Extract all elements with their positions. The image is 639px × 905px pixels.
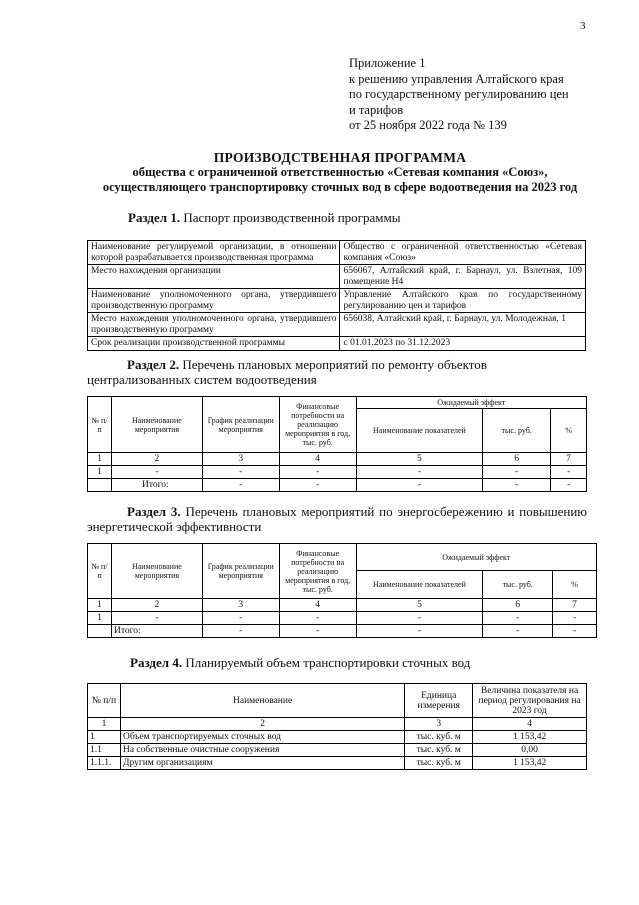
col-header-name: Наименование мероприятия xyxy=(111,397,202,453)
section-2-title: Перечень плановых мероприятий по ремонту объектов централизованных систем водоотведения xyxy=(87,357,487,387)
section-2-heading xyxy=(87,357,587,387)
row-unit: тыс. куб. м xyxy=(405,744,473,757)
col-number: 4 xyxy=(279,453,356,466)
title-line-1: ПРОИЗВОДСТВЕННАЯ ПРОГРАММА xyxy=(213,150,467,165)
passport-name: Срок реализации производственной программы xyxy=(88,337,340,351)
col-number: 4 xyxy=(279,599,356,612)
table-cell: - xyxy=(279,479,356,492)
row-unit: тыс. куб. м xyxy=(405,731,473,744)
total-row xyxy=(88,479,587,492)
col-number: 7 xyxy=(551,453,587,466)
table-row xyxy=(88,337,586,351)
section-2-label: Раздел 2. xyxy=(127,357,180,372)
table-header-row xyxy=(88,544,597,571)
total-label: Итого: xyxy=(111,625,202,638)
table-header-row xyxy=(88,684,587,718)
row-name: Другим организациям xyxy=(120,757,404,770)
column-number-row xyxy=(88,718,587,731)
table-row xyxy=(88,612,597,625)
col-header-pct: % xyxy=(551,409,587,453)
row-number: 1 xyxy=(88,731,121,744)
row-name: На собственные очистные сооружения xyxy=(120,744,404,757)
row-name: Объем транспортируемых сточных вод xyxy=(120,731,404,744)
table-header-row xyxy=(88,397,587,409)
col-header-name: Наименование xyxy=(120,684,404,718)
col-number: 6 xyxy=(483,599,553,612)
passport-value: Управление Алтайского края по государственному регулированию цен и тарифов xyxy=(340,289,586,313)
row-number: 1.1 xyxy=(88,744,121,757)
passport-name: Наименование уполномоченного органа, утвердившего производственную программу xyxy=(88,289,340,313)
section-4-label: Раздел 4. xyxy=(130,655,183,670)
col-number: 4 xyxy=(473,718,587,731)
table-row xyxy=(88,466,587,479)
section-1-label: Раздел 1. xyxy=(128,210,181,225)
section-4-title: Планируемый объем транспортировки сточных вод xyxy=(185,655,471,670)
section-3-heading xyxy=(87,504,587,534)
col-header-finance: Финансовые потребности на реализацию мероприятия в год, тыс. руб. xyxy=(279,397,356,453)
appendix-line: к решению управления Алтайского края xyxy=(349,71,564,86)
row-value: 0,00 xyxy=(473,744,587,757)
table-row xyxy=(88,289,586,313)
table-row xyxy=(88,744,587,757)
table-cell xyxy=(88,479,112,492)
wastewater-volume-table xyxy=(87,683,587,770)
passport-value: с 01.01.2023 по 31.12.2023 xyxy=(340,337,586,351)
table-cell: 1 xyxy=(88,612,112,625)
page-number: 3 xyxy=(580,20,586,32)
col-header-value: Величина показателя на период регулирования на 2023 год xyxy=(473,684,587,718)
passport-value: Общество с ограниченной ответственностью «Сетевая компания «Союз» xyxy=(340,241,586,265)
table-cell: - xyxy=(483,466,551,479)
passport-name: Место нахождения организации xyxy=(88,265,340,289)
passport-value: 656038, Алтайский край, г. Барнаул, ул. Молодежная, 1 xyxy=(340,313,586,337)
section-1-heading xyxy=(128,210,400,225)
col-number: 3 xyxy=(405,718,473,731)
table-cell: - xyxy=(111,466,202,479)
col-number: 2 xyxy=(111,599,202,612)
document-title xyxy=(60,150,620,195)
col-header-effect: Ожидаемый эффект xyxy=(356,544,596,571)
title-line-2: общества с ограниченной ответственностью «Сетевая компания «Союз», xyxy=(132,165,548,179)
title-line-3: осуществляющего транспортировку сточных вод в сфере водоотведения на 2023 год xyxy=(102,180,578,194)
col-header-effect: Ожидаемый эффект xyxy=(356,397,586,409)
table-row xyxy=(88,241,586,265)
table-cell: - xyxy=(483,625,553,638)
energy-measures-table xyxy=(87,543,597,638)
col-number: 6 xyxy=(483,453,551,466)
col-header-num: № п/п xyxy=(88,397,112,453)
table-cell: - xyxy=(483,612,553,625)
appendix-line: от 25 ноября 2022 года № 139 xyxy=(349,118,507,132)
appendix-line: и тарифов xyxy=(349,102,404,117)
table-cell: - xyxy=(483,479,551,492)
table-cell: - xyxy=(356,466,483,479)
col-number: 1 xyxy=(88,718,121,731)
col-number: 7 xyxy=(553,599,597,612)
col-number: 2 xyxy=(120,718,404,731)
col-header-pct: % xyxy=(553,571,597,599)
appendix-line: Приложение 1 xyxy=(349,56,426,70)
table-cell: - xyxy=(202,466,279,479)
table-cell: - xyxy=(553,612,597,625)
table-cell: - xyxy=(279,466,356,479)
section-1-title: Паспорт производственной программы xyxy=(183,210,401,225)
row-value: 1 153,42 xyxy=(473,757,587,770)
section-4-heading xyxy=(130,655,470,670)
col-header-finance: Финансовые потребности на реализацию мероприятия в год, тыс. руб. xyxy=(279,544,356,599)
passport-name: Место нахождения уполномоченного органа, утвердившего производственную программу xyxy=(88,313,340,337)
total-label: Итого: xyxy=(111,479,202,492)
row-value: 1 153,42 xyxy=(473,731,587,744)
col-number: 3 xyxy=(202,599,279,612)
col-number: 5 xyxy=(356,453,483,466)
column-number-row xyxy=(88,599,597,612)
table-cell: - xyxy=(356,625,483,638)
table-cell xyxy=(88,625,112,638)
row-unit: тыс. куб. м xyxy=(405,757,473,770)
col-header-indicator: Наименование показателей xyxy=(356,409,483,453)
appendix-line: по государственному регулированию цен xyxy=(349,87,569,101)
passport-value: 656067, Алтайский край, г. Барнаул, ул. Взлетная, 109 помещение Н4 xyxy=(340,265,586,289)
table-cell: - xyxy=(356,612,483,625)
passport-table xyxy=(87,240,586,351)
passport-name: Наименование регулируемой организации, в отношении которой разрабатывается производственная программа xyxy=(88,241,340,265)
table-cell: - xyxy=(111,612,202,625)
table-cell: - xyxy=(202,625,279,638)
section-3-title: Перечень плановых мероприятий по энергосбережению и повышению энергетической эффективности xyxy=(87,504,587,534)
col-number: 5 xyxy=(356,599,483,612)
col-number: 1 xyxy=(88,599,112,612)
row-number: 1.1.1. xyxy=(88,757,121,770)
col-number: 3 xyxy=(202,453,279,466)
table-cell: - xyxy=(551,466,587,479)
table-cell: 1 xyxy=(88,466,112,479)
col-header-rub: тыс. руб. xyxy=(483,571,553,599)
total-row xyxy=(88,625,597,638)
col-header-name: Наименование мероприятия xyxy=(111,544,202,599)
table-row xyxy=(88,265,586,289)
table-cell: - xyxy=(553,625,597,638)
table-cell: - xyxy=(202,479,279,492)
table-cell: - xyxy=(202,612,279,625)
section-3-label: Раздел 3. xyxy=(127,504,181,519)
col-header-rub: тыс. руб. xyxy=(483,409,551,453)
col-header-num: № п/п xyxy=(88,684,121,718)
table-row xyxy=(88,757,587,770)
col-header-unit: Единица измерения xyxy=(405,684,473,718)
col-header-schedule: График реализации мероприятия xyxy=(202,397,279,453)
col-header-num: № п/п xyxy=(88,544,112,599)
table-cell: - xyxy=(279,612,356,625)
table-row xyxy=(88,731,587,744)
table-cell: - xyxy=(279,625,356,638)
col-number: 1 xyxy=(88,453,112,466)
table-cell: - xyxy=(356,479,483,492)
table-row xyxy=(88,313,586,337)
repair-measures-table xyxy=(87,396,587,492)
col-number: 2 xyxy=(111,453,202,466)
column-number-row xyxy=(88,453,587,466)
col-header-schedule: График реализации мероприятия xyxy=(202,544,279,599)
col-header-indicator: Наименование показателей xyxy=(356,571,483,599)
table-cell: - xyxy=(551,479,587,492)
appendix-block xyxy=(349,56,569,134)
